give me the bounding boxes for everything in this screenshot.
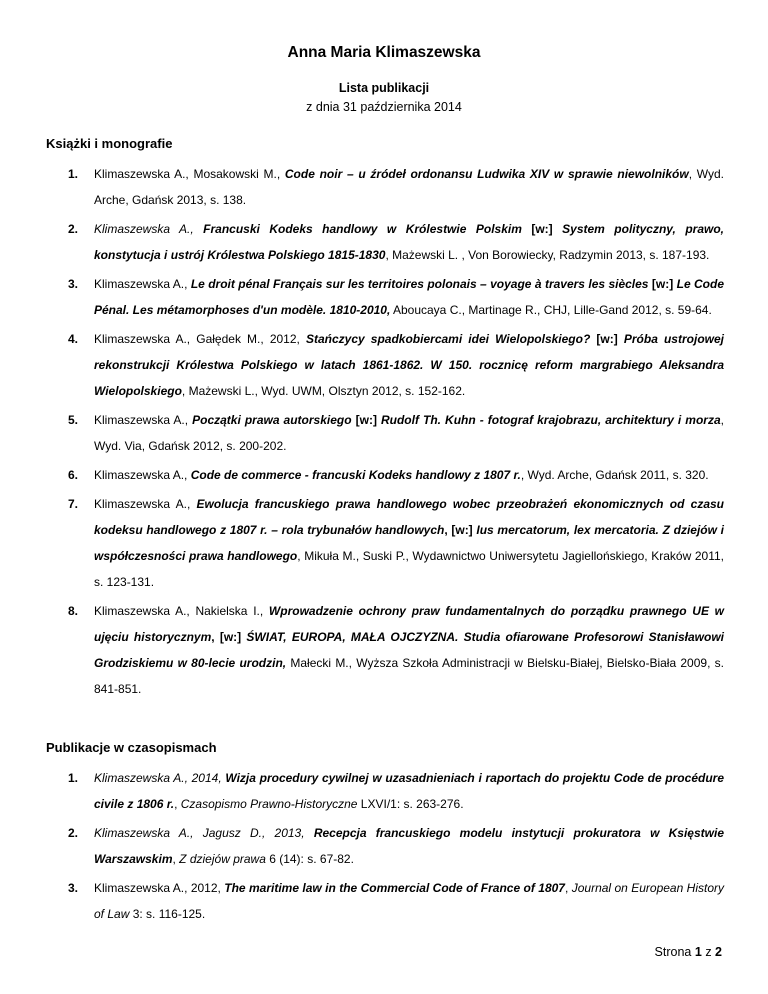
item-text-segment: , Mażewski L. , Von Borowiecky, Radzymin 2013, s. 187-193. — [385, 248, 710, 262]
item-text-segment: Małecki M., Wyższa Szkoła Administracji w Bielsku-Białej, Bielsko-Biała 2009, s. 841-851. — [94, 656, 725, 696]
item-text-segment: Klimaszewska A., Nakielska I., — [94, 604, 269, 618]
list-date: z dnia 31 października 2014 — [306, 100, 462, 114]
item-text-segment: Próba ustrojowej rekonstrukcji Królestwa Polskiego w latach 1861-1862. W 150. rocznicę reform margrabiego Aleksandra Wielopolskiego — [94, 332, 724, 398]
footer-page: 1 — [694, 945, 702, 959]
item-text-segment: Ius mercatorum, lex mercatoria. Z dziejów i współczesności prawa handlowego — [94, 523, 724, 563]
item-number: 8. — [68, 604, 79, 618]
publication-item — [68, 820, 724, 872]
item-text-segment: The maritime law in the Commercial Code of France of 1807 — [224, 881, 565, 895]
item-number: 3. — [68, 881, 79, 895]
item-text-segment: 6 (14): s. 67-82. — [265, 852, 354, 866]
item-text-segment: Czasopismo Prawno-Historyczne — [180, 797, 358, 811]
item-text-segment: , Mikuła M., Suski P., Wydawnictwo Uniwersytetu Jagiellońskiego, Kraków 2011, s. 123-131. — [94, 549, 725, 589]
item-number: 7. — [68, 497, 79, 511]
item-text-segment: , [w:] — [444, 523, 477, 537]
item-text-segment: , Wyd. Arche, Gdańsk 2013, s. 138. — [94, 167, 724, 207]
item-text-segment: Klimaszewska A., 2014, — [94, 771, 226, 785]
item-text-segment: Z dziejów prawa — [179, 852, 266, 866]
item-text-segment: Le Code Pénal. Les métamorphoses d'un modèle. 1810-2010, — [94, 277, 725, 317]
item-text-segment: Klimaszewska A., Mosakowski M., — [94, 167, 285, 181]
publication-item — [68, 765, 724, 817]
item-number: 1. — [68, 771, 79, 785]
item-text-segment: Klimaszewska A., — [94, 222, 204, 236]
item-text-segment: Journal on European History of Law — [94, 881, 724, 921]
list-title: Lista publikacji — [338, 81, 430, 95]
item-text-segment: Le droit pénal Français sur les territoires polonais – voyage à travers les siècles — [190, 277, 649, 291]
item-text-segment: , [w:] — [211, 630, 247, 644]
item-text-segment: [w:] — [590, 332, 624, 346]
item-number: 6. — [68, 468, 79, 482]
item-text-segment: Wizja procedury cywilnej w uzasadnieniach i raportach do projektu Code de procédure civile z 1806 r. — [94, 771, 724, 811]
item-number: 4. — [68, 332, 79, 346]
footer-label: Strona — [654, 945, 692, 959]
publication-item — [68, 271, 724, 323]
item-text-segment: Klimaszewska A., — [94, 413, 193, 427]
publication-item — [68, 875, 724, 927]
journals-list — [68, 765, 724, 930]
item-text-segment: Początki prawa autorskiego — [192, 413, 352, 427]
publication-item — [68, 407, 724, 459]
books-list — [68, 161, 724, 705]
item-text-segment: Rudolf Th. Kuhn - fotograf krajobrazu, architektury i morza — [380, 413, 721, 427]
item-text-segment: [w:] — [351, 413, 381, 427]
item-text-segment: 3: s. 116-125. — [129, 907, 206, 921]
item-text-segment: Code de commerce - francuski Kodeks handlowy z 1807 r. — [190, 468, 521, 482]
item-text-segment: , Wyd. Via, Gdańsk 2012, s. 200-202. — [94, 413, 724, 453]
item-text-segment: , Mażewski L., Wyd. UWM, Olsztyn 2012, s. 152-162. — [181, 384, 466, 398]
author-name: Anna Maria Klimaszewska — [287, 44, 481, 61]
item-text-segment: Klimaszewska A., Jagusz D., 2013, — [94, 826, 314, 840]
item-text-segment: Klimaszewska A., 2012, — [94, 881, 225, 895]
footer-total: 2 — [715, 945, 722, 959]
page-footer — [655, 945, 722, 959]
item-text-segment: Stańczycy spadkobiercami idei Wielopolskiego? — [305, 332, 591, 346]
item-text-segment: [w:] — [648, 277, 677, 291]
item-number: 2. — [68, 826, 79, 840]
publication-item — [68, 491, 724, 595]
item-number: 2. — [68, 222, 79, 236]
item-text-segment: Klimaszewska A., — [94, 277, 191, 291]
item-text-segment: , — [172, 852, 180, 866]
item-text-segment: Ewolucja francuskiego prawa handlowego wobec przeobrażeń ekonomicznych od czasu kodeksu handlowego z 1807 r. – rola trybunałów handlowych — [94, 497, 724, 537]
item-text-segment: , — [564, 881, 572, 895]
item-text-segment: Code noir – u źródeł ordonansu Ludwika XIV w sprawie niewolników — [284, 167, 689, 181]
publication-item — [68, 161, 724, 213]
item-text-segment: LXVI/1: s. 263-276. — [357, 797, 464, 811]
section-heading-journals: Publikacje w czasopismach — [46, 740, 217, 755]
footer-sep: z — [705, 945, 712, 959]
section-heading-books: Książki i monografie — [46, 136, 173, 151]
item-text-segment: Francuski Kodeks handlowy w Królestwie Polskim — [203, 222, 522, 236]
publication-item — [68, 216, 724, 268]
item-text-segment: Klimaszewska A., — [94, 497, 197, 511]
item-text-segment: , — [174, 797, 181, 811]
publication-item — [68, 462, 724, 488]
item-text-segment: Klimaszewska A., Gałędek M., 2012, — [94, 332, 306, 346]
item-text-segment: , Wyd. Arche, Gdańsk 2011, s. 320. — [520, 468, 709, 482]
item-text-segment: Wprowadzenie ochrony praw fundamentalnych do porządku prawnego UE w ujęciu historycznym — [94, 604, 725, 644]
publication-item — [68, 598, 724, 702]
item-number: 1. — [68, 167, 79, 181]
document-subtitle — [0, 79, 768, 117]
item-text-segment: Recepcja francuskiego modelu instytucji prokuratora w Księstwie Warszawskim — [94, 826, 724, 866]
item-number: 3. — [68, 277, 79, 291]
item-text-segment: Aboucaya C., Martinage R., CHJ, Lille-Gand 2012, s. 59-64. — [390, 303, 712, 317]
item-number: 5. — [68, 413, 79, 427]
publication-item — [68, 326, 724, 404]
item-text-segment: Klimaszewska A., — [94, 468, 191, 482]
item-text-segment: ŚWIAT, EUROPA, MAŁA OJCZYZNA. Studia ofiarowane Profesorowi Stanisławowi Grodziskiemu w 80-lecie urodzin, — [94, 630, 725, 670]
item-text-segment: System polityczny, prawo, konstytucja i ustrój Królestwa Polskiego 1815-1830 — [94, 222, 724, 262]
item-text-segment: [w:] — [521, 222, 563, 236]
